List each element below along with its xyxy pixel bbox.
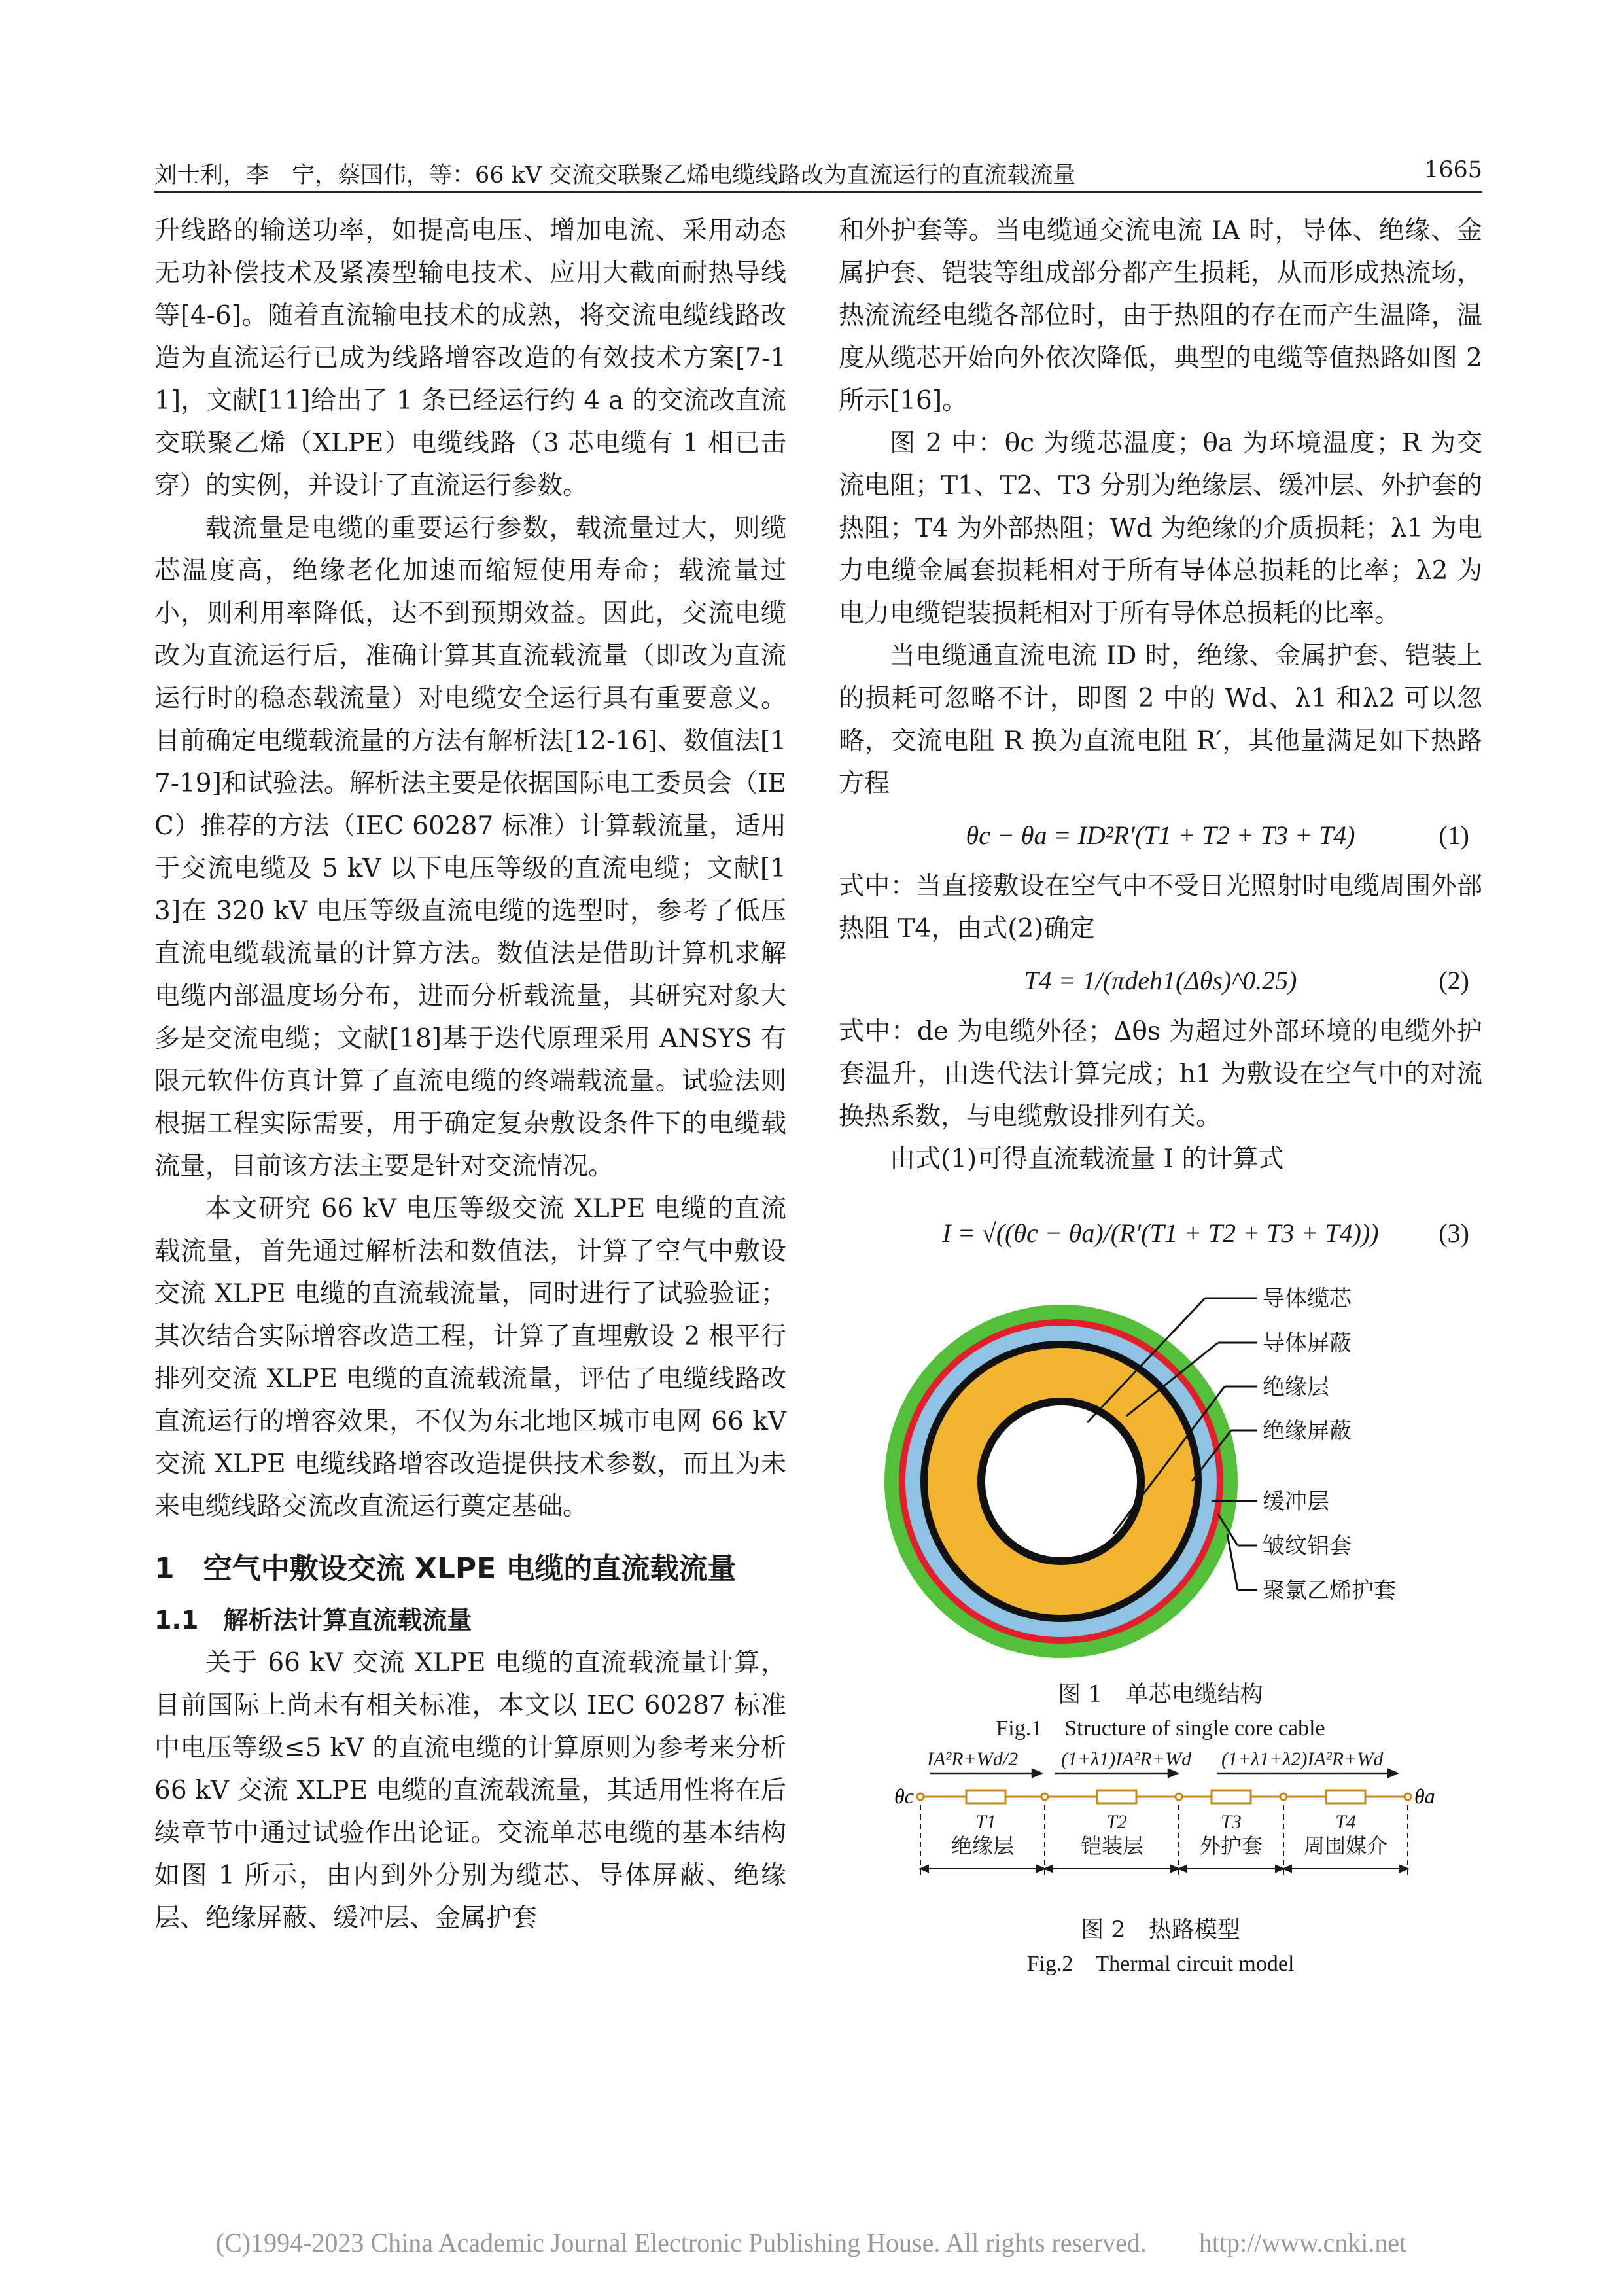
arrow-1 <box>1032 1769 1041 1777</box>
label-t1: T1 <box>975 1811 996 1833</box>
running-title: 刘士利，李 宁，蔡国伟，等：66 kV 交流交联聚乙烯电缆线路改为直流运行的直流载流量 <box>154 162 1076 188</box>
arrow-3 <box>1388 1769 1397 1777</box>
paragraph-eq3-intro: 由式(1)可得直流载流量 I 的计算式 <box>890 1144 1284 1174</box>
running-header <box>154 154 1482 193</box>
segment-surrounding-medium: 周围媒介 <box>1303 1833 1388 1858</box>
equation-1 <box>839 805 1482 865</box>
right-column <box>839 209 1482 1981</box>
paragraph-t4-intro: 式中：当直接敷设在空气中不受日光照射时电缆周围外部热阻 T4，由式(2)确定 <box>839 872 1482 944</box>
cable-cross-section-diagram <box>839 1285 1482 1665</box>
paragraph-ampacity: 载流量是电缆的重要运行参数，载流量过大，则缆芯温度高，绝缘老化加速而缩短使用寿命；载流量过小，则利用率降低，达不到预期效益。因此，交流电缆改为直流运行后，准确计算其直流载流量（即改为直流运行时的稳态载流量）对电缆安全运行具有重要意义。目前确定电缆载流量的方法有解析法[12-16]、数值法[17-19]和试验法。解析法主要是依据国际电工委员会（IEC）推荐的方法（IEC 60287 标准）计算载流量，适用于交流电缆及 5 kV 以下电压等级的直流电缆；文献[13]在 320 kV 电压等级直流电缆的选型时，参考了低压直流电缆载流量的计算方法。数值法是借助计算机求解电缆内部温度场分布，进而分析载流量，其研究对象大多是交流电缆；文献[18]基于迭代原理采用 ANSYS 有限元软件仿真计算了直流电缆的终端载流量。试验法则根据工程实际需要，用于确定复杂敷设条件下的电缆载流量，目前该方法主要是针对交流情况。 <box>154 514 786 1181</box>
paragraph-this-paper: 本文研究 66 kV 电压等级交流 XLPE 电缆的直流载流量，首先通过解析法和数值法，计算了空气中敷设交流 XLPE 电缆的直流载流量，同时进行了试验验证；其次结合实际增容改造工程，计算了直埋敷设 2 根平行排列交流 XLPE 电缆的直流载流量，评估了电缆线路改直流运行的增容效果，不仅为东北地区城市电网 66 kV 交流 XLPE 电缆线路增容改造提供技术参数，而且为未来电缆线路交流改直流运行奠定基础。 <box>154 1194 786 1521</box>
thermal-circuit-diagram <box>839 1743 1482 1900</box>
subsection-heading-1-1: 1.1 解析法计算直流载流量 <box>154 1606 472 1634</box>
label-t4: T4 <box>1335 1811 1356 1833</box>
label-pvc-sheath: 聚氯乙烯护套 <box>1263 1578 1396 1604</box>
segment-insulation: 绝缘层 <box>951 1833 1015 1858</box>
figure-1-caption-en: Fig.1 Structure of single core cable <box>996 1716 1325 1740</box>
arrow-2 <box>1168 1769 1178 1777</box>
label-buffer: 缓冲层 <box>1263 1489 1329 1515</box>
copyright-footer: (C)1994-2023 China Academic Journal Electronic Publishing House. All rights reserved. http://www.cnki.net <box>215 2228 1407 2257</box>
label-top-1: IA²R+Wd/2 <box>927 1748 1019 1770</box>
equation-1-number: (1) <box>1439 820 1469 850</box>
paragraph-analytic-method: 关于 66 kV 交流 XLPE 电缆的直流载流量计算，目前国际上尚未有相关标准，本文以 IEC 60287 标准中电压等级≤5 kV 的直流电缆的计算原则为参考来分析 66 kV 交流 XLPE 电缆的直流载流量，其适用性将在后续章节中通过试验作出论证。交流单芯电缆的基本结构如图 1 所示，由内到外分别为缆芯、导体屏蔽、绝缘层、绝缘屏蔽、缓冲层、金属护套 <box>154 1648 786 1933</box>
equation-3 <box>839 1180 1482 1285</box>
equation-1-body: θc − θa = ID²R′(T1 + T2 + T3 + T4) <box>966 820 1355 850</box>
paragraph-intro-continuation: 升线路的输送功率，如提高电压、增加电流、采用动态无功补偿技术及紧凑型输电技术、应用大截面耐热导线等[4-6]。随着直流输电技术的成熟，将交流电缆线路改造为直流运行已成为线路增容改造的有效技术方案[7-11]，文献[11]给出了 1 条已经运行约 4 a 的交流改直流交联聚乙烯（XLPE）电缆线路（3 芯电缆有 1 相已击穿）的实例，并设计了直流运行参数。 <box>154 216 786 501</box>
label-top-3: (1+λ1+λ2)IA²R+Wd <box>1221 1748 1384 1770</box>
segment-outer-sheath: 外护套 <box>1199 1833 1263 1858</box>
equation-2-body: T4 = 1/(πdeh1(Δθs)^0.25) <box>1024 965 1297 995</box>
left-column <box>154 209 786 1939</box>
section-heading-1: 1 空气中敷设交流 XLPE 电缆的直流载流量 <box>154 1552 737 1585</box>
figure-1-caption-cn: 图 1 单芯电缆结构 <box>1058 1682 1263 1708</box>
resistor-t3 <box>1212 1790 1251 1803</box>
theta-c-label: θc <box>894 1784 914 1808</box>
figure-1 <box>839 1285 1482 1740</box>
label-t2: T2 <box>1106 1811 1127 1833</box>
paragraph-eq2-symbols: 式中：de 为电缆外径；Δθs 为超过外部环境的电缆外护套温升，由迭代法计算完成；h1 为敷设在空气中的对流换热系数，与电缆敷设排列有关。 <box>839 1017 1482 1131</box>
resistor-t4 <box>1326 1790 1365 1803</box>
label-insulation-screen: 绝缘屏蔽 <box>1263 1418 1352 1444</box>
conductor-core <box>985 1405 1137 1557</box>
segment-armor: 铠装层 <box>1080 1833 1144 1858</box>
paragraph-dc-current: 当电缆通直流电流 ID 时，绝缘、金属护套、铠装上的损耗可忽略不计，即图 2 中的 Wd、λ1 和λ2 可以忽略，交流电阻 R 换为直流电阻 R′，其他量满足如下热路方程 <box>839 641 1482 798</box>
equation-2-number: (2) <box>1439 965 1469 995</box>
label-insulation: 绝缘层 <box>1263 1374 1329 1400</box>
label-aluminum-sheath: 皱纹铝套 <box>1263 1533 1352 1559</box>
label-conductor-core: 导体缆芯 <box>1263 1286 1352 1312</box>
equation-3-body: I = √((θc − θa)/(R′(T1 + T2 + T3 + T4))) <box>942 1218 1379 1248</box>
paragraph-ac-current: 和外护套等。当电缆通交流电流 IA 时，导体、绝缘、金属护套、铠装等组成部分都产生损耗，从而形成热流场，热流流经电缆各部位时，由于热阻的存在而产生温降，温度从缆芯开始向外依次降低，典型的电缆等值热路如图 2 所示[16]。 <box>839 216 1482 415</box>
figure-2-caption-en: Fig.2 Thermal circuit model <box>1026 1952 1295 1976</box>
resistor-t2 <box>1097 1790 1136 1803</box>
theta-a-label: θa <box>1414 1784 1435 1808</box>
figure-2-caption-cn: 图 2 热路模型 <box>1081 1917 1240 1943</box>
paragraph-fig2-legend: 图 2 中：θc 为缆芯温度；θa 为环境温度；R 为交流电阻；T1、T2、T3 分别为绝缘层、缓冲层、外护套的热阻；T4 为外部热阻；Wd 为绝缘的介质损耗；λ1 为电力电缆金属套损耗相对于所有导体总损耗的比率；λ2 为电力电缆铠装损耗相对于所有导体总损耗的比率。 <box>839 429 1482 628</box>
equation-3-number: (3) <box>1439 1218 1469 1248</box>
label-top-2: (1+λ1)IA²R+Wd <box>1061 1748 1192 1770</box>
label-t3: T3 <box>1221 1811 1242 1833</box>
resistor-t1 <box>966 1790 1005 1803</box>
figure-2 <box>839 1743 1482 1981</box>
label-conductor-screen: 导体屏蔽 <box>1263 1330 1352 1356</box>
page-number: 1665 <box>1423 157 1482 183</box>
equation-2 <box>839 950 1482 1010</box>
